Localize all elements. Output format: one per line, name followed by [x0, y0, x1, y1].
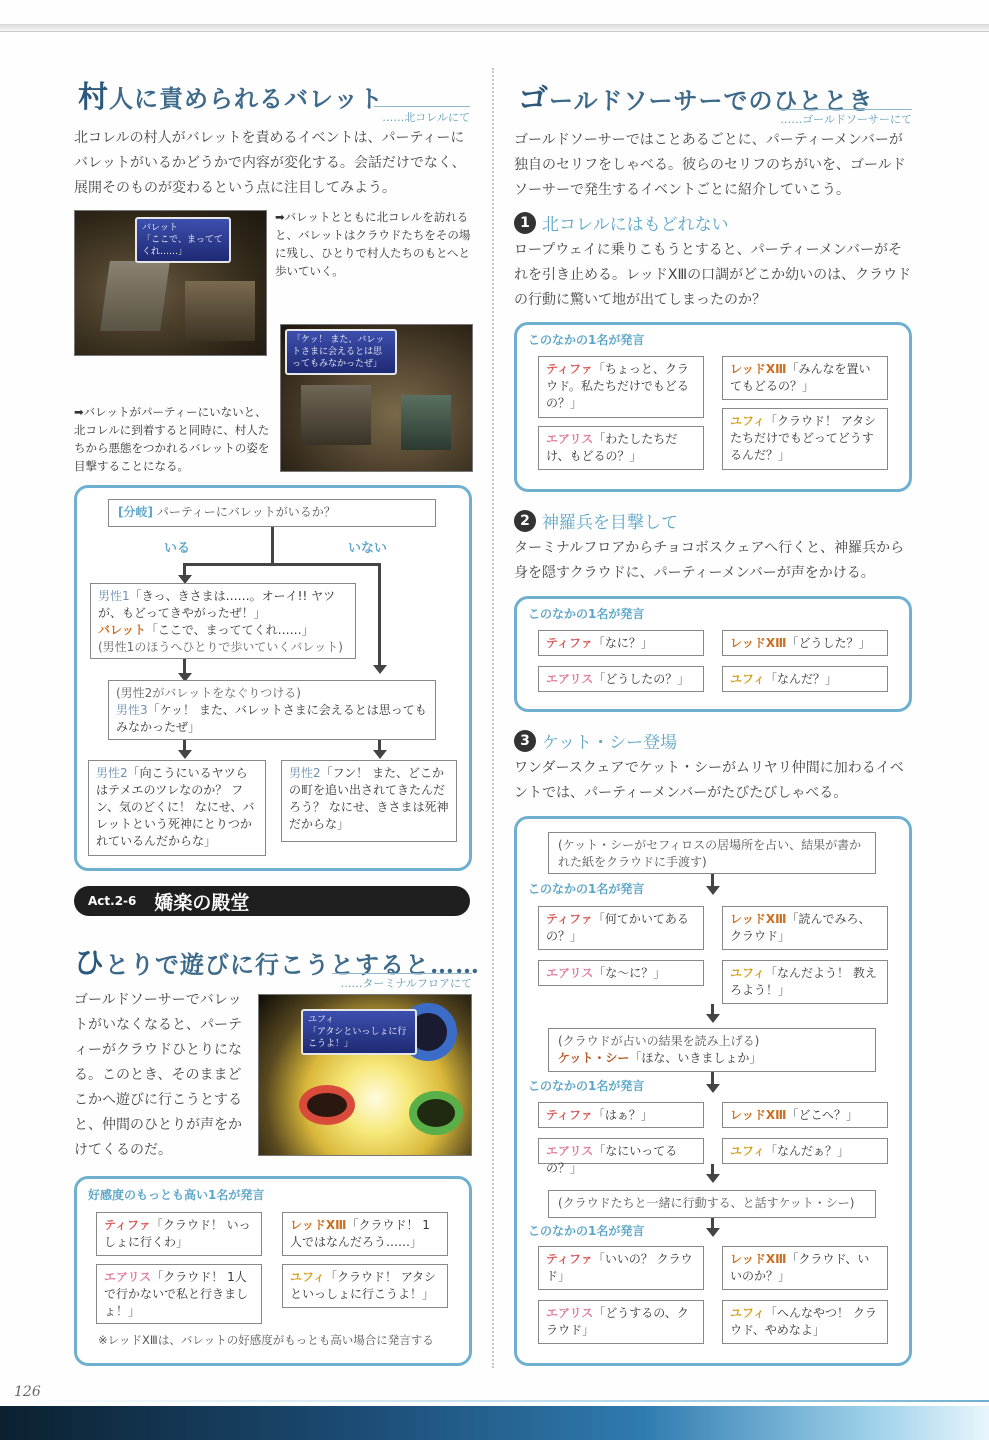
event-note-2: (クラウドが占いの結果を読み上げる) ケット・シー「ほな、いきましょか」	[548, 1028, 876, 1072]
dialogue-box-male3: (男性2がバレットをなぐりつける) 男性3「ケッ！ また、バレットさまに会えるとは思ってもみなかったぜ」	[108, 680, 436, 740]
panel-heading: このなかの1名が発言	[528, 607, 645, 621]
panel-heading: 好感度のもっとも高い1名が発言	[88, 1188, 265, 1202]
dialogue-card-tifa: ティファ「ちょっと、クラウド。私たちだけでもどるの？」	[538, 356, 704, 418]
subsection-heading-3: 3 ケット・シー登場	[514, 728, 677, 753]
flow-arrow	[706, 1228, 720, 1237]
act-title: 嬌楽の殿堂	[154, 891, 250, 914]
dialogue-card-tifa: ティファ「クラウド！ いっしょに行くわ」	[96, 1212, 262, 1256]
game-dialog-box: 「ケッ！ また、バレットさまに会えるとは思ってもみなかったぜ」	[285, 329, 397, 375]
shack-shape	[100, 261, 170, 331]
dialogue-card-yuffie: ユフィ「なんだぁ？」	[722, 1138, 888, 1164]
footer-rule	[0, 1400, 989, 1402]
footnote: ※レッドⅩⅢは、バレットの好感度がもっとも高い場合に発言する	[98, 1333, 434, 1347]
dialogue-card-tifa: ティファ「はぁ？」	[538, 1102, 704, 1128]
dialogue-card-red13: レッドⅩⅢ「どこへ？」	[722, 1102, 888, 1128]
footer-band	[0, 1406, 989, 1440]
dialogue-card-yuffie: ユフィ「クラウド！ アタシたちだけでもどってどうするんだ？」	[722, 408, 888, 470]
subsection-text: ターミナルフロアからチョコボスクェアへ行くと、神羅兵から身を隠すクラウドに、パーティーメンバーが声をかける。	[514, 540, 905, 581]
screenshot-caption-1: ➡バレットとともに北コレルを訪れると、バレットはクラウドたちをその場に残し、ひとりで村人たちのもとへと歩いていく。	[275, 210, 471, 278]
debris-shape	[185, 281, 255, 341]
game-dialog-box: バレット 「ここで、まっててくれ……」	[135, 217, 231, 263]
column-divider	[492, 68, 494, 1368]
flow-arrow	[706, 886, 720, 895]
dialogue-card-red13: レッドⅩⅢ「どうした？」	[722, 630, 888, 656]
flow-line	[271, 527, 274, 565]
subsection-text: ワンダースクェアでケット・シーがムリヤリ仲間に加わるイベントでは、パーティーメンバーがたびたびしゃべる。	[514, 760, 904, 801]
number-badge: 2	[514, 510, 536, 532]
game-screenshot-gold-saucer	[258, 994, 472, 1156]
dialogue-card-aeris: エアリス「どうしたの？」	[538, 666, 704, 692]
screenshot-caption-2: ➡バレットがパーティーにいないと、北コレルに到着すると同時に、村人たちから悪態をつかれるバレットの姿を目撃することになる。	[74, 405, 270, 473]
subsection-heading-1: 1 北コレルにはもどれない	[514, 210, 729, 235]
flow-arrow	[706, 1084, 720, 1093]
dialogue-box-with-barret: 男性1「きっ、きさまは……。オーイ!! ヤツが、もどってきやがったぜ！」 バレット「ここで、まっててくれ……」 (男性1のほうへひとりで歩いていくバレット)	[90, 583, 356, 659]
page-number: 126	[14, 1384, 41, 1400]
dialogue-card-red13: レッドⅩⅢ「読んでみろ、クラウド」	[722, 906, 888, 950]
intro-text: ゴールドソーサーではことあるごとに、パーティーメンバーが独自のセリフをしゃべる。彼らのセリフのちがいを、ゴールドソーサーで発生するイベントごとに紹介していこう。	[514, 132, 906, 198]
flow-arrow	[706, 1174, 720, 1183]
dialogue-card-yuffie: ユフィ「なんだよう！ 教えろよう！」	[722, 960, 888, 1004]
event-note-1: (ケット・シーがセフィロスの居場所を占い、結果が書かれた紙をクラウドに手渡す)	[548, 832, 876, 874]
branch-label-yes: いる	[164, 541, 191, 556]
dialogue-card-aeris: エアリス「なにいってるの？」	[538, 1138, 704, 1164]
dialogue-card-tifa: ティファ「いいの？ クラウド」	[538, 1246, 704, 1290]
flow-line	[183, 563, 381, 566]
flow-arrow	[178, 750, 192, 759]
section-title-gold-saucer: ゴールドソーサーでのひととき	[518, 82, 874, 117]
title-underline	[332, 973, 472, 974]
dialogue-card-aeris: エアリス「わたしたちだけ、もどるの？」	[538, 426, 704, 470]
dialogue-card-aeris: エアリス「クラウド！ 1人で行かないで私と行きましょ！」	[96, 1264, 262, 1324]
flow-arrow	[373, 665, 387, 674]
number-badge: 3	[514, 730, 536, 752]
building-shape	[301, 385, 371, 445]
flow-arrow	[706, 1014, 720, 1023]
dialogue-card-red13: レッドⅩⅢ「クラウド！ 1人ではなんだろう……」	[282, 1212, 448, 1256]
game-dialog-box: ユフィ 「アタシといっしょに行こうよ！」	[301, 1009, 417, 1055]
dialogue-box-male2-a: 男性2「向こうにいるヤツらはテメエのツレなのか？ フン、気のどくに！ なにせ、バレットという死神にとりつかれているんだからな」	[88, 760, 266, 856]
act-code: Act.2-6	[88, 894, 137, 908]
location-label: ……ゴールドソーサーにて	[780, 113, 912, 126]
location-label: ……北コレルにて	[382, 111, 470, 124]
panel-heading: このなかの1名が発言	[528, 1079, 645, 1093]
dialogue-card-red13: レッドⅩⅢ「みんなを置いてもどるの？」	[722, 356, 888, 400]
act-header-bar	[74, 886, 470, 916]
location-label: ……ターミナルフロアにて	[340, 977, 472, 990]
dialogue-box-male2-b: 男性2「フン！ また、どこかの町を追い出されてきたんだろう？ なにせ、きさまは死神だからな」	[281, 760, 457, 842]
intro-text: ゴールドソーサーでバレットがいなくなると、パーティーがクラウドひとりになる。このとき、そのままどこかへ遊びに行こうとすると、仲間のひとりが声をかけてくるのだ。	[74, 992, 242, 1158]
flow-arrow	[373, 750, 387, 759]
flow-line	[378, 563, 381, 667]
subsection-text: ロープウェイに乗りこもうとすると、パーティーメンバーがそれを引き止める。レッドⅩⅢの口調がどこか幼いのは、クラウドの行動に驚いて地が出てしまったのか？	[514, 242, 912, 308]
title-underline	[374, 106, 470, 107]
dialogue-card-yuffie: ユフィ「クラウド！ アタシといっしょに行こうよ！」	[282, 1264, 448, 1308]
subsection-heading-2: 2 神羅兵を目撃して	[514, 508, 678, 533]
game-screenshot-north-corel-1	[74, 210, 267, 356]
event-note-3: (クラウドたちと一緒に行動する、と話すケット・シー)	[548, 1190, 876, 1218]
top-rule	[0, 24, 989, 32]
intro-text: 北コレルの村人がバレットを責めるイベントは、パーティーにバレットがいるかどうかで内容が変化する。会話だけでなく、展開そのものが変わるという点に注目してみよう。	[74, 130, 466, 196]
dialogue-card-yuffie: ユフィ「へんなやつ！ クラウド、やめなよ」	[722, 1300, 888, 1344]
dialogue-card-red13: レッドⅩⅢ「クラウド、いいのか？」	[722, 1246, 888, 1290]
panel-heading: このなかの1名が発言	[528, 882, 645, 896]
ring-shape	[299, 1085, 355, 1125]
panel-heading: このなかの1名が発言	[528, 1224, 645, 1238]
section-title-barret: 村人に責められるバレット	[78, 80, 384, 115]
dialogue-card-tifa: ティファ「なに？」	[538, 630, 704, 656]
branch-label-no: いない	[348, 541, 388, 556]
building-shape	[401, 395, 451, 450]
title-underline	[780, 109, 912, 110]
dialogue-card-tifa: ティファ「何てかいてあるの？」	[538, 906, 704, 950]
game-screenshot-north-corel-2	[280, 324, 473, 472]
number-badge: 1	[514, 212, 536, 234]
section-title-alone: ひとりで遊びに行こうとすると……	[74, 946, 480, 981]
dialogue-card-yuffie: ユフィ「なんだ？」	[722, 666, 888, 692]
dialogue-card-aeris: エアリス「どうするの、クラウド」	[538, 1300, 704, 1344]
dialogue-card-aeris: エアリス「な～に？」	[538, 960, 704, 986]
branch-question-box: [分岐] パーティーにバレットがいるか？	[108, 499, 436, 527]
panel-heading: このなかの1名が発言	[528, 333, 645, 347]
ring-shape	[409, 1091, 463, 1135]
